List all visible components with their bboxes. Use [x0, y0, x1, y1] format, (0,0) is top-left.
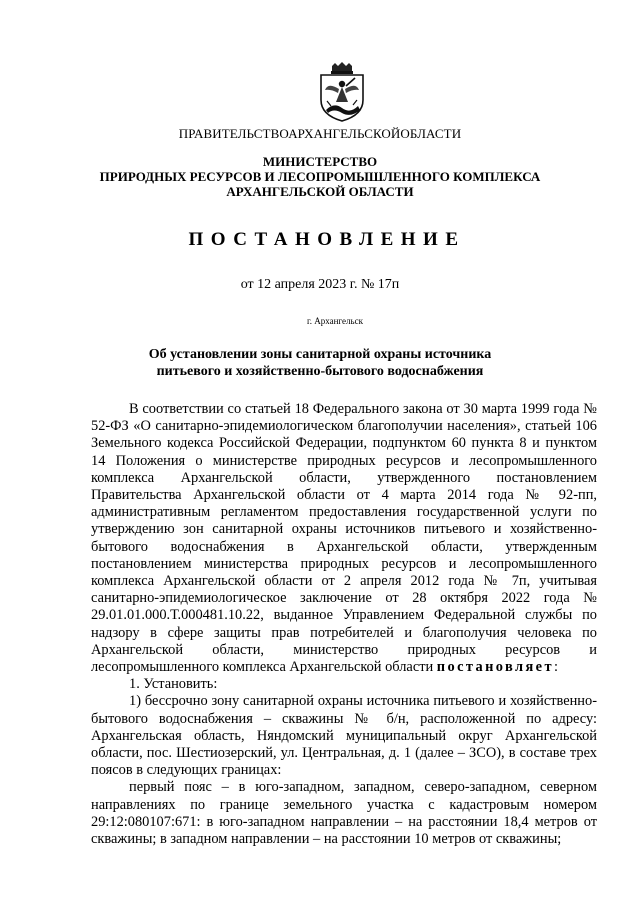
document-type: ПОСТАНОВЛЕНИЕ: [188, 229, 466, 250]
document-title-line: Об установлении зоны санитарной охраны источника: [148, 347, 492, 362]
document-title: [80, 346, 560, 380]
ministry-line: МИНИСТЕРСТВО: [262, 154, 378, 169]
ministry-line: АРХАНГЕЛЬСКОЙ ОБЛАСТИ: [226, 184, 414, 199]
document-date-number: от 12 апреля 2023 г. № 17п: [240, 277, 400, 292]
coat-of-arms-icon: [316, 62, 368, 122]
preamble-text: В соответствии со статьей 18 Федерального закона от 30 марта 1999 года № 52-ФЗ «О санитарно-эпидемиологическом благополучии населения», статьей 106 Земельного кодекса Российской Федерации, подпунктом 60 пункта 8 и пунктом 14 Положения о министерстве природных ресурсов и лесопромышленного комплекса Архангельской области, утвержденного постановлением Правительства Архангельской области от 4 марта 2014 года № 92-пп, административным регламентом предоставления государственной услуги по утверждению зон санитарной охраны источников питьевого и хозяйственно-бытового водоснабжения в Архангельской области, утвержденным постановлением министерства природных ресурсов и лесопромышленного комплекса Архангельской области от 2 апреля 2012 года № 7п, учитывая санитарно-эпидемиологическое заключение от 28 октября 2022 года № 29.01.01.000.Т.000481.10.22, выданное Управлением Федеральной службы по надзору в сфере защиты прав потребителей и благополучия человека по Архангельской области, министерство природных ресурсов и лесопромышленного комплекса Архангельской области: [91, 401, 597, 676]
resolves-word: постановляет: [436, 659, 554, 676]
item-1-paragraph: 1. Установить:: [129, 676, 218, 693]
document-city: г. Архангельск: [307, 316, 363, 326]
government-name: ПРАВИТЕЛЬСТВОАРХАНГЕЛЬСКОЙОБЛАСТИ: [178, 126, 462, 141]
document-body: [91, 401, 597, 848]
document-title-line: питьевого и хозяйственно-бытового водоснабжения: [156, 364, 484, 379]
first-belt-paragraph: первый пояс – в юго-западном, западном, северо-западном, северном направлениях по границе земельного участка с кадастровым номером 29:12:080107:671: в юго-западном направлении – на расстоянии 18,4 метров от скважины; в западном направлении – на расстоянии 10 метров от скважины;: [91, 779, 597, 848]
item-1-1-paragraph: 1) бессрочно зону санитарной охраны источника питьевого и хозяйственно-бытового водоснабжения – скважины № б/н, расположенной по адресу: Архангельская область, Няндомский муниципальный округ Архангельской области, пос. Шестиозерский, ул. Центральная, д. 1 (далее – ЗСО), в составе трех поясов в следующих границах:: [91, 693, 597, 779]
ministry-name: [60, 154, 580, 199]
resolves-colon: :: [553, 659, 558, 676]
preamble-paragraph: [91, 401, 597, 676]
ministry-line: ПРИРОДНЫХ РЕСУРСОВ И ЛЕСОПРОМЫШЛЕННОГО КОМПЛЕКСА: [99, 169, 541, 184]
